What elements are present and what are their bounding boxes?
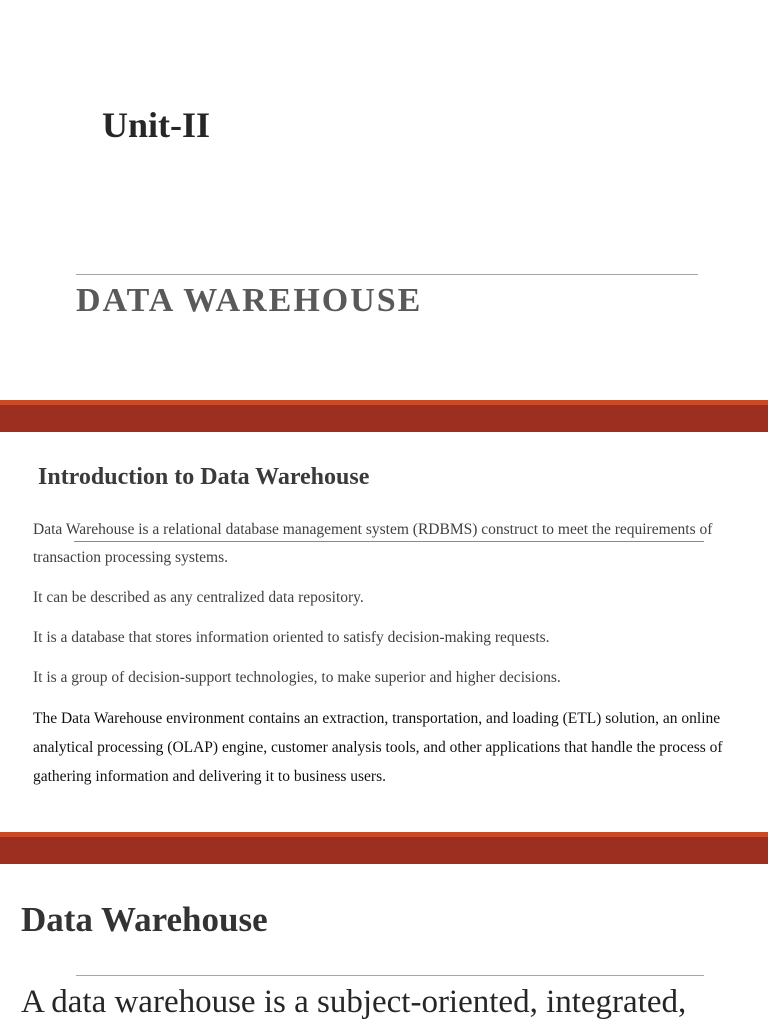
unit-title: Unit-II (102, 105, 211, 145)
title-divider (76, 274, 698, 275)
slide-separator-band (0, 400, 768, 432)
slide-title (0, 0, 768, 400)
intro-paragraph-5: The Data Warehouse environment contains an extraction, transportation, and loading (ETL) solution, an online analytical processing (OLAP) engine, customer analysis tools, and other applications that handle the process of gathering information and delivering it to business users. (33, 710, 723, 785)
text-underline-rule (74, 541, 704, 542)
intro-paragraph-3: It is a database that stores information oriented to satisfy decision-making requests. (33, 629, 550, 646)
slide-separator-band (0, 832, 768, 864)
section-heading: DATA WAREHOUSE (76, 282, 423, 319)
definition-title: Data Warehouse (21, 900, 268, 939)
slide-introduction (0, 432, 768, 832)
intro-paragraph-2: It can be described as any centralized data repository. (33, 589, 364, 606)
intro-paragraph-4: It is a group of decision-support technologies, to make superior and higher decisions. (33, 669, 561, 686)
intro-paragraph-1: Data Warehouse is a relational database management system (RDBMS) construct to meet the requirements of transaction processing systems. (33, 521, 713, 566)
definition-divider (76, 975, 704, 976)
slide-definition (0, 864, 768, 1024)
definition-body: A data warehouse is a subject-oriented, integrated, (21, 984, 687, 1020)
intro-title: Introduction to Data Warehouse (38, 464, 370, 490)
